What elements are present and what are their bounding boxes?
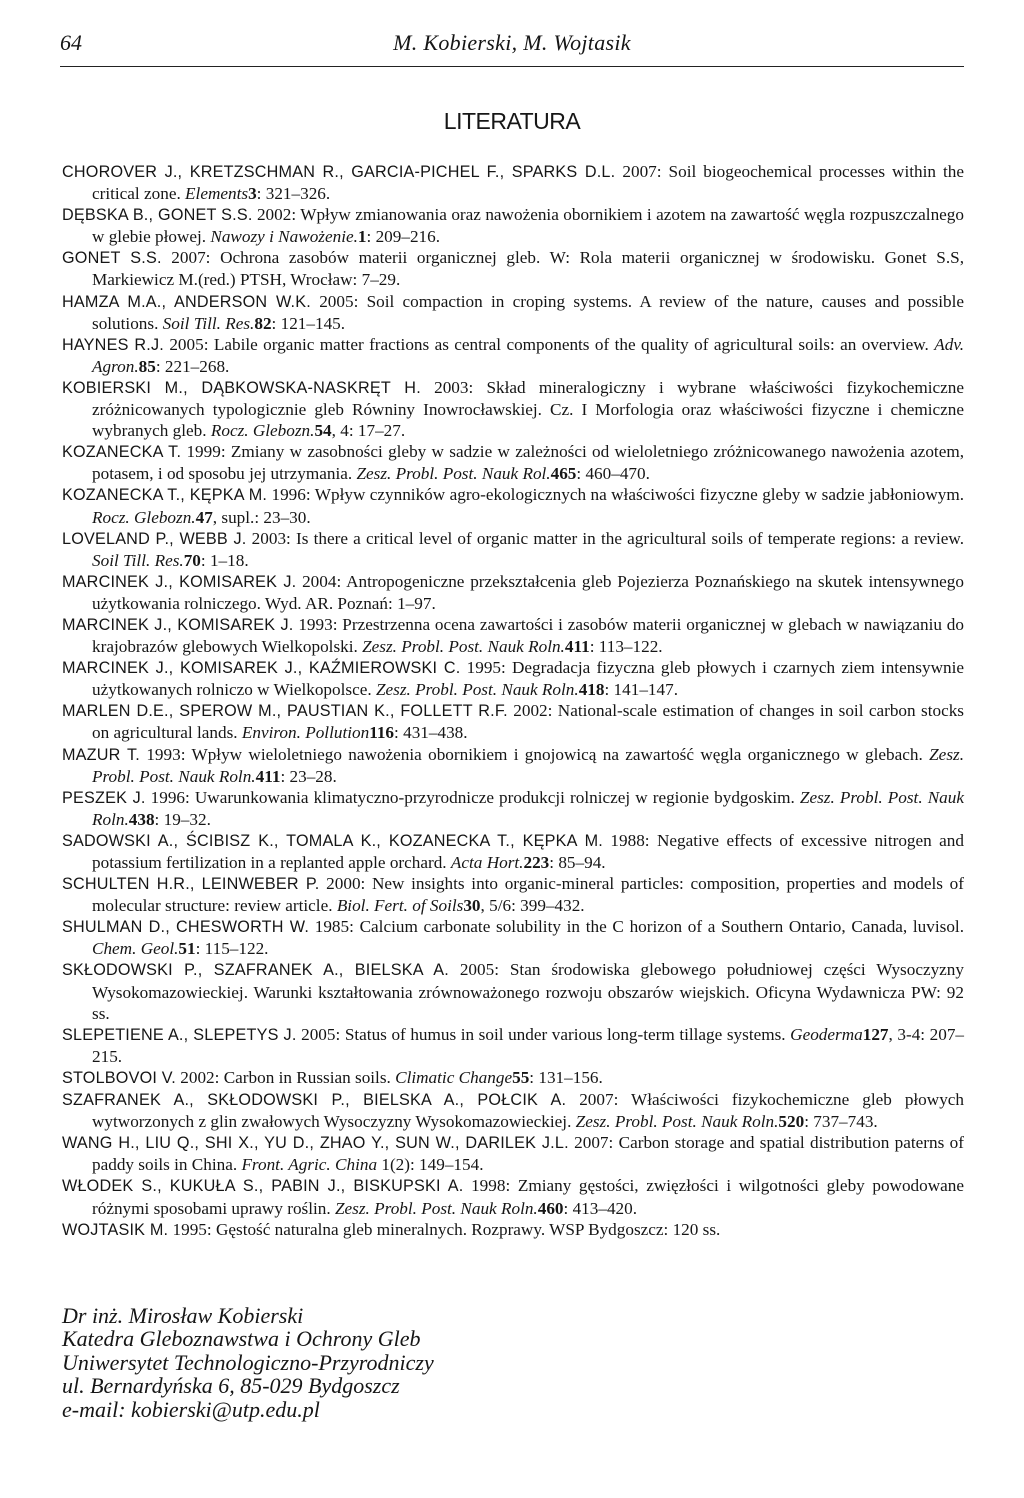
page-header [60, 30, 964, 67]
running-head: M. Kobierski, M. Wojtasik [393, 30, 631, 55]
reference-list [62, 161, 964, 1241]
reference-journal: Environ. Pollution [241, 723, 370, 743]
reference-authors: GONET S.S. [62, 249, 162, 268]
reference-item [62, 571, 964, 614]
reference-authors: WANG H., LIU Q., SHI X., YU D., ZHAO Y., SUN W., DARILEK J.L. [62, 1134, 569, 1153]
reference-volume: 55 [512, 1067, 530, 1087]
reference-volume: 54 [314, 421, 332, 441]
address-line: Katedra Gleboznawstwa i Ochrony Gleb [62, 1326, 421, 1352]
reference-journal: Adv. Agron. [92, 334, 964, 376]
reference-item [62, 291, 964, 334]
reference-text: 2007: Właściwości fizykochemiczne gleb płowych wytworzonych z glin zwałowych Wysoczyzny Wysokomazowieckiej. [92, 1090, 965, 1132]
reference-volume: 520 [778, 1112, 805, 1132]
reference-volume: 3 [248, 184, 257, 204]
reference-pages: : 121–145. [271, 313, 346, 333]
reference-journal: Soil Till. Res. [162, 313, 255, 333]
reference-item [62, 528, 964, 571]
reference-pages: , 4: 17–27. [331, 421, 406, 441]
reference-journal: Zesz. Probl. Post. Nauk Roln. [92, 787, 964, 829]
reference-item [62, 1132, 964, 1175]
reference-pages: : 413–420. [563, 1198, 638, 1218]
reference-pages: : 115–122. [195, 939, 269, 959]
address-line: Uniwersytet Technologiczno-Przyrodniczy [62, 1349, 434, 1375]
reference-text: 1993: Wpływ wieloletniego nawożenia obornikiem i gnojowicą na zawartość węgla organicznego w glebach. [139, 744, 930, 764]
reference-journal: Geoderma [790, 1024, 863, 1044]
reference-volume: 411 [255, 766, 281, 786]
reference-authors: WŁODEK S., KUKUŁA S., PABIN J., BISKUPSKI A. [62, 1177, 464, 1196]
reference-journal: Acta Hort. [450, 853, 524, 872]
reference-journal: Rocz. Glebozn. [92, 507, 196, 527]
reference-text: 1993: Przestrzenna ocena zawartości i zasobów materii organicznej w glebach w nawiązaniu do krajobrazów glebowych Wielkopolski. [92, 614, 964, 657]
section-title: LITERATURA [443, 108, 581, 134]
reference-pages: : 321–326. [256, 184, 331, 204]
reference-authors: LOVELAND P., WEBB J. [62, 529, 247, 548]
reference-item [62, 614, 964, 657]
reference-journal: Biol. Fert. of Soils [336, 896, 464, 916]
reference-text: 2005: Status of humus in soil under various long-term tillage systems. [296, 1024, 791, 1044]
reference-item [62, 484, 964, 527]
reference-pages: : 209–216. [366, 227, 441, 247]
reference-authors: MARCINEK J., KOMISAREK J. [62, 615, 294, 634]
reference-text: 1996: Wpływ czynników agro-ekologicznych na właściwości fizyczne gleby w sadzie jabłoniowym. [267, 485, 964, 505]
reference-journal: Zesz. Probl. Post. Nauk Roln. [362, 637, 565, 657]
reference-pages: : 113–122. [589, 637, 663, 657]
reference-pages: , 5/6: 399–432. [480, 896, 585, 916]
reference-volume: 127 [862, 1024, 889, 1044]
reference-text: 1985: Calcium carbonate solubility in the C horizon of a Southern Ontario, Canada, luvisol. [309, 917, 964, 937]
reference-volume: 82 [254, 313, 272, 333]
reference-text: 1988: Negative effects of excessive nitrogen and potassium fertilization in a replanted apple orchard. [92, 830, 964, 872]
reference-text: 2000: New insights into organic-mineral particles: composition, properties and models of molecular structure: review article. [92, 874, 964, 916]
reference-text: 1998: Zmiany gęstości, zwięzłości i wilgotności gleby powodowane różnymi sposobami uprawy roślin. [92, 1176, 965, 1218]
reference-item [62, 377, 964, 441]
reference-authors: HAMZA M.A., ANDERSON W.K. [62, 292, 311, 311]
reference-text: 2003: Skład mineralogiczny i wybrane właściwości fizykochemiczne zróżnicowanych typologicznie gleb Równiny Inowrocławskiej. Cz. I Morfologia oraz właściwości fizyczne i chemiczne wybranych gleb. [92, 377, 964, 441]
reference-text: 2005: Stan środowiska glebowego południowej części Wysoczyzny Wysokomazowieckiej. Warunki kształtowania zrównoważonego rozwoju obszarów wiejskich. Oficyna Wydawnicza PW: 92 ss. [92, 960, 964, 1023]
author-address [62, 1304, 762, 1421]
reference-volume: 30 [463, 896, 481, 916]
reference-journal: Zesz. Probl. Post. Nauk Roln. [575, 1112, 779, 1132]
reference-text: 2004: Antropogeniczne przekształcenia gleb Pojezierza Poznańskiego na skutek intensywnego użytkowania rolniczego. Wyd. AR. Poznań: 1–97. [92, 571, 964, 613]
reference-text: 1996: Uwarunkowania klimatyczno-przyrodnicze produkcji rolniczej w regionie bydgoskim. [145, 787, 800, 807]
address-line: Dr inż. Mirosław Kobierski [62, 1303, 304, 1328]
reference-item [62, 873, 964, 916]
reference-authors: SZAFRANEK A., SKŁODOWSKI P., BIELSKA A., POŁCIK A. [62, 1091, 567, 1110]
reference-item [62, 916, 964, 959]
reference-item [62, 657, 964, 700]
reference-pages: : 131–156. [529, 1067, 603, 1087]
reference-text: 2007: Soil biogeochemical processes within the critical zone. [92, 162, 964, 204]
reference-volume: 460 [537, 1198, 564, 1218]
reference-volume: 70 [183, 550, 201, 570]
reference-authors: WOJTASIK M. [62, 1220, 169, 1239]
reference-text: 2003: Is there a critical level of organic matter in the agricultural soils of temperate regions: a review. [246, 528, 964, 548]
reference-volume: 51 [178, 939, 196, 959]
reference-pages: : 19–32. [154, 809, 211, 829]
reference-item [62, 1175, 964, 1218]
reference-text: 2007: Ochrona zasobów materii organicznej gleb. W: Rola materii organicznej w środowisku. Gonet S.S, Markiewicz M.(red.) PTSH, Wrocław: 7–29. [92, 248, 964, 290]
reference-authors: KOBIERSKI M., DĄBKOWSKA-NASKRĘT H. [62, 378, 421, 397]
page-number: 64 [60, 30, 82, 55]
reference-authors: MARCINEK J., KOMISAREK J. [62, 572, 297, 591]
reference-journal: Zesz. Probl. Post. Nauk Roln. [92, 744, 964, 786]
reference-text: 2005: Soil compaction in croping systems. A review of the nature, causes and possible solutions. [92, 291, 964, 333]
reference-item [62, 334, 964, 377]
reference-journal: Chem. Geol. [92, 939, 179, 959]
reference-authors: SHULMAN D., CHESWORTH W. [62, 918, 310, 937]
reference-pages: : 431–438. [394, 723, 468, 743]
reference-journal: Zesz. Probl. Post. Nauk Roln. [334, 1198, 538, 1218]
reference-pages: : 460–470. [576, 464, 650, 484]
reference-item [62, 744, 964, 787]
reference-journal: Climatic Change [395, 1067, 513, 1087]
reference-journal: Nawozy i Nawożenie. [210, 227, 358, 247]
reference-authors: SCHULTEN H.R., LEINWEBER P. [62, 875, 320, 894]
reference-pages: : 23–28. [280, 766, 337, 786]
reference-volume: 438 [128, 809, 155, 829]
reference-text: 1995: Degradacja fizyczna gleb płowych i czarnych ziem intensywnie użytkowanych rolniczo w Wielkopolsce. [92, 658, 964, 700]
reference-volume: 85 [138, 356, 156, 376]
reference-text: 1999: Zmiany w zasobności gleby w sadzie w zależności od wieloletniego zróżnicowanego nawożenia azotem, potasem, i od sposobu jej utrzymania. [92, 442, 964, 484]
reference-pages: 1(2): 149–154. [377, 1155, 484, 1175]
reference-authors: PESZEK J. [62, 788, 146, 807]
reference-authors: MAZUR T. [62, 745, 140, 764]
reference-authors: KOZANECKA T., KĘPKA M. [62, 486, 268, 505]
reference-journal: Rocz. Glebozn. [210, 421, 315, 441]
reference-journal: Elements [185, 184, 249, 204]
address-line[interactable]: e-mail: kobierski@utp.edu.pl [62, 1396, 320, 1422]
reference-journal: Soil Till. Res. [92, 550, 184, 570]
reference-item [62, 247, 964, 290]
reference-item [62, 959, 964, 1023]
reference-item [62, 1219, 964, 1241]
reference-item [62, 1024, 964, 1067]
reference-pages: , supl.: 23–30. [212, 507, 311, 527]
reference-authors: SKŁODOWSKI P., SZAFRANEK A., BIELSKA A. [62, 961, 449, 980]
reference-item [62, 441, 964, 484]
reference-volume: 418 [578, 680, 605, 700]
reference-text: 2002: Carbon in Russian soils. [175, 1067, 396, 1087]
reference-volume: 465 [550, 464, 577, 484]
reference-pages: : 85–94. [549, 853, 606, 872]
reference-authors: MARCINEK J., KOMISAREK J., KAŹMIEROWSKI C. [62, 659, 461, 678]
reference-authors: KOZANECKA T. [62, 443, 182, 462]
reference-authors: DĘBSKA B., GONET S.S. [62, 206, 253, 225]
reference-item [62, 1089, 964, 1132]
address-line: ul. Bernardyńska 6, 85-029 Bydgoszcz [62, 1373, 400, 1399]
reference-text: 2002: Wpływ zmianowania oraz nawożenia obornikiem i azotem na zawartość węgla rozpuszczalnego w glebie płowej. [92, 205, 964, 247]
reference-authors: CHOROVER J., KRETZSCHMAN R., GARCIA-PICHEL F., SPARKS D.L. [62, 163, 616, 181]
reference-pages: , 3-4: 207–215. [92, 1024, 965, 1066]
reference-text: 2005: Labile organic matter fractions as central components of the quality of agricultural soils: an overview. [163, 334, 935, 354]
reference-item [62, 700, 964, 743]
reference-item [62, 161, 964, 204]
reference-journal: Zesz. Probl. Post. Nauk Roln. [375, 680, 579, 700]
reference-pages: : 141–147. [604, 680, 678, 700]
reference-item [62, 830, 964, 873]
reference-volume: 1 [357, 227, 367, 247]
reference-journal: Front. Agric. China [241, 1155, 378, 1175]
reference-item [62, 1067, 964, 1089]
reference-authors: MARLEN D.E., SPEROW M., PAUSTIAN K., FOLLETT R.F. [62, 702, 508, 721]
reference-pages: : 1–18. [200, 550, 249, 570]
reference-volume: 47 [195, 507, 213, 527]
reference-volume: 116 [369, 723, 395, 743]
reference-volume: 411 [564, 637, 590, 657]
reference-authors: SADOWSKI A., ŚCIBISZ K., TOMALA K., KOZANECKA T., KĘPKA M. [62, 831, 603, 850]
reference-authors: SLEPETIENE A., SLEPETYS J. [62, 1025, 297, 1044]
reference-volume: 223 [523, 853, 550, 872]
reference-authors: HAYNES R.J. [62, 335, 164, 354]
reference-item [62, 204, 964, 247]
reference-journal: Zesz. Probl. Post. Nauk Rol. [356, 464, 551, 484]
reference-pages: : 737–743. [804, 1112, 878, 1132]
reference-text: 2002: National-scale estimation of changes in soil carbon stocks on agricultural lands. [92, 701, 964, 743]
reference-authors: STOLBOVOI V. [62, 1068, 176, 1087]
reference-pages: : 221–268. [155, 356, 230, 376]
reference-item [62, 787, 964, 830]
reference-text: 2007: Carbon storage and spatial distribution paterns of paddy soils in China. [92, 1133, 964, 1175]
reference-text: 1995: Gęstość naturalna gleb mineralnych. Rozprawy. WSP Bydgoszcz: 120 ss. [168, 1219, 721, 1239]
